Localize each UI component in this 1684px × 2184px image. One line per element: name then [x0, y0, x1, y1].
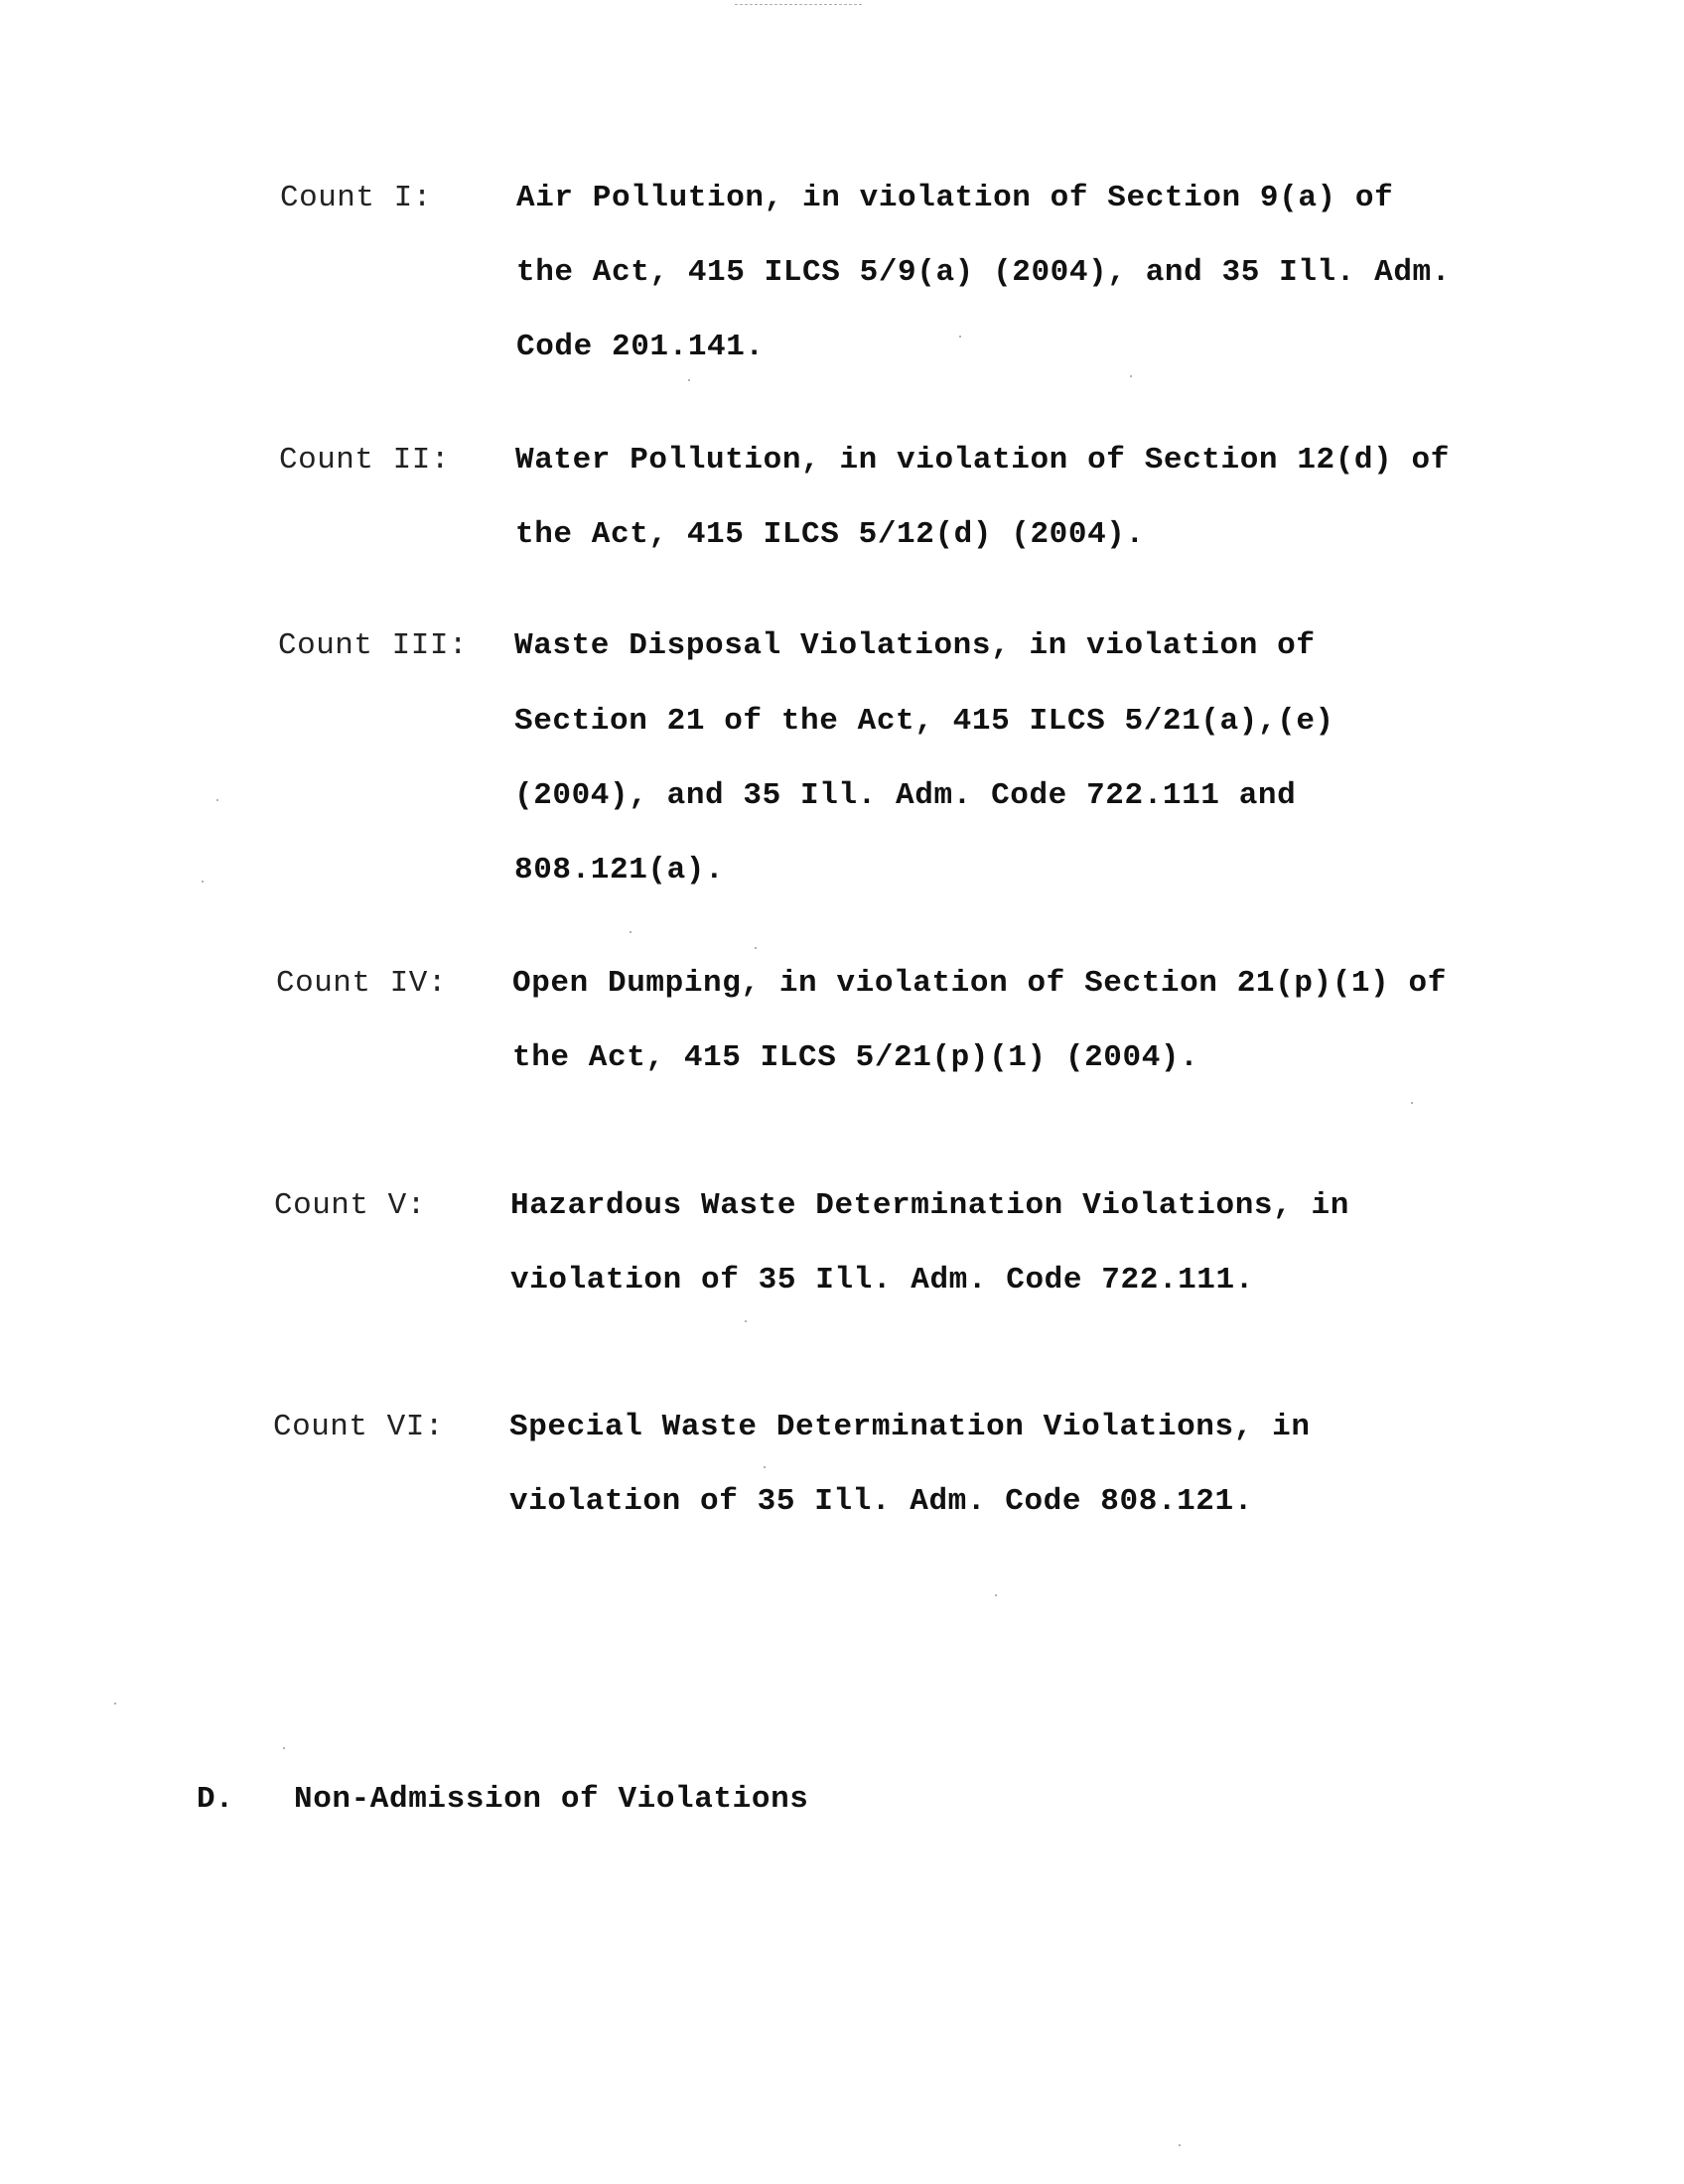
scan-speck	[283, 1747, 285, 1749]
scan-speck	[216, 799, 218, 801]
count-label: Count II:	[279, 443, 450, 478]
count-text-line: violation of 35 Ill. Adm. Code 722.111.	[510, 1263, 1254, 1297]
scan-speck	[764, 1466, 766, 1468]
scan-artifact-top	[735, 4, 862, 7]
scan-speck	[1179, 2144, 1181, 2146]
scan-speck	[630, 931, 632, 933]
count-text-line: the Act, 415 ILCS 5/21(p)(1) (2004).	[512, 1040, 1199, 1075]
count-label: Count IV:	[276, 966, 447, 1001]
count-text-line: the Act, 415 ILCS 5/9(a) (2004), and 35 Ill. Adm.	[516, 255, 1451, 290]
scan-speck	[745, 1320, 747, 1322]
scan-speck	[959, 336, 961, 338]
count-text-line: Special Waste Determination Violations, in	[509, 1410, 1311, 1444]
count-text-line: the Act, 415 ILCS 5/12(d) (2004).	[515, 517, 1145, 552]
section-letter: D.	[197, 1782, 234, 1817]
count-text-line: Waste Disposal Violations, in violation of	[514, 628, 1316, 663]
scan-speck	[1130, 375, 1132, 377]
scan-speck	[114, 1703, 116, 1705]
section-title: Non-Admission of Violations	[294, 1782, 809, 1817]
scan-speck	[995, 1594, 997, 1596]
count-text-line: violation of 35 Ill. Adm. Code 808.121.	[509, 1484, 1253, 1519]
count-text-line: Water Pollution, in violation of Section 12(d) of	[515, 443, 1450, 478]
count-text-line: Air Pollution, in violation of Section 9(a) of	[516, 181, 1394, 215]
count-text-line: Section 21 of the Act, 415 ILCS 5/21(a),(e)	[514, 704, 1334, 739]
count-label: Count I:	[280, 181, 432, 215]
count-text-line: Code 201.141.	[516, 330, 765, 364]
scan-speck	[1411, 1102, 1413, 1104]
count-label: Count III:	[278, 628, 469, 663]
count-text-line: 808.121(a).	[514, 853, 725, 887]
count-label: Count V:	[274, 1188, 426, 1223]
scan-speck	[688, 379, 690, 381]
count-label: Count VI:	[273, 1410, 444, 1444]
scan-speck	[755, 947, 757, 949]
scan-speck	[202, 881, 204, 883]
count-text-line: Open Dumping, in violation of Section 21(p)(1) of	[512, 966, 1447, 1001]
count-text-line: (2004), and 35 Ill. Adm. Code 722.111 and	[514, 778, 1297, 813]
count-text-line: Hazardous Waste Determination Violations, in	[510, 1188, 1349, 1223]
